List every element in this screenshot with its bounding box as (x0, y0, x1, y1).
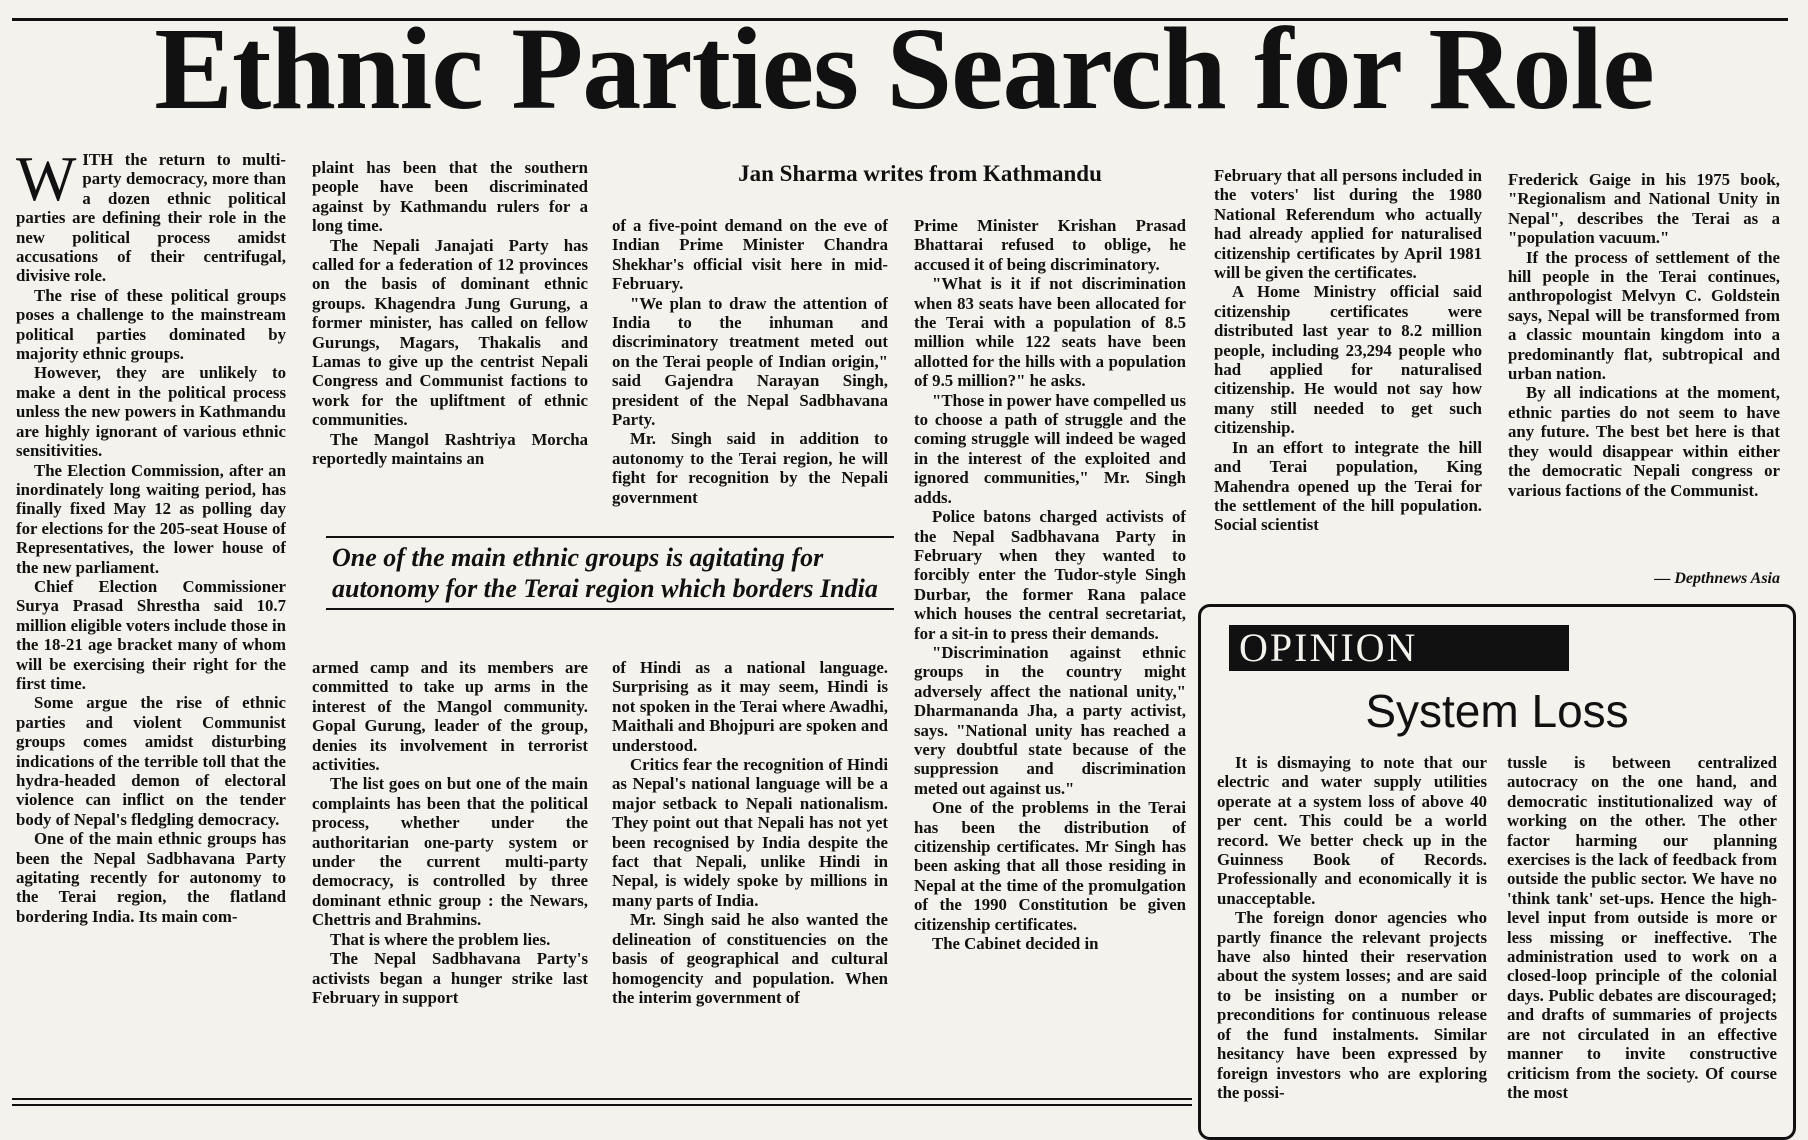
paragraph: The Mangol Rashtriya Morcha reportedly maintains an (312, 429, 588, 469)
article-column-5 (1214, 166, 1482, 592)
paragraph: The Nepal Sadbhavana Party's activists began a hunger strike last February in support (312, 949, 588, 1007)
paragraph: One of the problems in the Terai has been the distribution of citizenship certificates. Mr Singh has been asking that all those residing in Nepal at the time of the promulgation of the 1990 Constitution be given citizenship certificates. (914, 798, 1186, 934)
article-column-6 (1508, 170, 1780, 570)
headline: Ethnic Parties Search for Role (154, 3, 1654, 134)
paragraph: armed camp and its members are committed to take up arms in the interest of the Mangol community. Gopal Gurung, leader of the group, denies its involvement in terrorist activities. (312, 658, 588, 775)
opinion-column-1 (1217, 753, 1487, 1123)
drop-cap: W (16, 150, 77, 214)
opinion-box (1198, 604, 1796, 1140)
article-column-2-bottom (312, 658, 588, 1098)
paragraph: Frederick Gaige in his 1975 book, "Regionalism and National Unity in Nepal", describes the Terai as a "population vacuum." (1508, 170, 1780, 248)
article-column-2-top (312, 158, 588, 508)
opinion-label: OPINION (1229, 625, 1569, 671)
paragraph: of a five-point demand on the eve of Indian Prime Minister Chandra Shekhar's official visit here in mid-February. (612, 216, 888, 294)
byline: Jan Sharma writes from Kathmandu (738, 161, 1102, 186)
paragraph: "Those in power have compelled us to choose a path of struggle and the coming struggle will indeed be waged in the interest of the exploited and ignored communities," Mr. Singh adds. (914, 390, 1186, 507)
bottom-rule (12, 1098, 1192, 1100)
paragraph: Some argue the rise of ethnic parties and violent Communist groups comes amidst disturbing indications of the terrible toll that the hydra-headed demon of electoral violence can inflict on the tender body of Nepal's fledgling democracy. (16, 693, 286, 829)
article-credit: — Depthnews Asia (1654, 570, 1780, 587)
paragraph: Police batons charged activists of the Nepal Sadbhavana Party in February when they wanted to forcibly enter the Tudor-style Singh Durbar, the former Rana palace which houses the central secretariat, for a sit-in to press their demands. (914, 507, 1186, 643)
paragraph: A Home Ministry official said citizenship certificates were distributed last year to 8.2 million people, including 23,294 people who had applied for naturalised citizenship. He would not say how many still needed to get such citizenship. (1214, 282, 1482, 438)
article-column-3-top (612, 216, 888, 510)
paragraph: If the process of settlement of the hill people in the Terai continues, anthropologist Melvyn C. Goldstein says, Nepal will be transformed from a classic mountain kingdom into a predominantly flat, subtropical and urban nation. (1508, 247, 1780, 384)
paragraph: The foreign donor agencies who partly finance the relevant projects have also hinted their reservation about the system losses; and are said to be insisting on a number or preconditions for continuous release of the fund instalments. Similar hesitancy have been expressed by foreign investors who are exploring the possi- (1217, 908, 1487, 1102)
paragraph: In an effort to integrate the hill and Terai population, King Mahendra opened up the Terai for the settlement of the hill population. Social scientist (1214, 437, 1482, 535)
paragraph: The rise of these political groups poses a challenge to the mainstream political parties dominated by majority ethnic groups. (16, 285, 286, 364)
paragraph: of Hindi as a national language. Surprising as it may seem, Hindi is not spoken in the Terai where Awadhi, Maithali and Bhojpuri are spoken and understood. (612, 658, 888, 755)
column-1-paragraphs (16, 150, 286, 926)
pull-quote: One of the main ethnic groups is agitating for autonomy for the Terai region which borders India (326, 536, 894, 610)
paragraph: Chief Election Commissioner Surya Prasad Shrestha said 10.7 million eligible voters include those in the 18-21 age bracket many of whom will be exercising their right for the first time. (16, 576, 286, 693)
paragraph: That is where the problem lies. (330, 929, 551, 949)
paragraph: One of the main ethnic groups has been the Nepal Sadbhavana Party agitating recently for autonomy to the Terai region, the flatland bordering India. Its main com- (16, 829, 286, 926)
article-column-1 (16, 150, 286, 1096)
paragraph: tussle is between centralized autocracy on the one hand, and democratic institutionalized way of working on the other. The other factor harming our planning exercises is the lack of feedback from outside the public sector. We have no 'think tank' set-ups. Hence the high-level input from outside is more or less missing or ineffective. The administration used to work on a closed-loop principle of the colonial days. Public debates are discouraged; and drafts of summaries of projects are not circulated in an effective manner to invite constructive criticism from the society. Of course the most (1507, 753, 1777, 1102)
paragraph: The Cabinet decided in (932, 934, 1099, 954)
paragraph: Mr. Singh said he also wanted the delineation of constituencies on the basis of geographical and cultural homogencity and population. When the interim government of (612, 910, 888, 1007)
paragraph: plaint has been that the southern people have been discriminated against by Kathmandu rulers for a long time. (312, 158, 588, 236)
paragraph: Mr. Singh said in addition to autonomy to the Terai region, he will fight for recognition by the Nepali government (612, 429, 888, 507)
article-column-4 (914, 216, 1186, 1098)
paragraph: The Election Commission, after an inordinately long waiting period, has finally fixed May 12 as polling day for elections for the 205-seat House of Representatives, the lower house of the new parliament. (16, 460, 286, 577)
paragraph: Prime Minister Krishan Prasad Bhattarai refused to oblige, he accused it of being discriminatory. (914, 216, 1186, 274)
paragraph: "We plan to draw the attention of India to the inhuman and discriminatory treatment meted out on the Terai people of Indian origin," said Gajendra Narayan Singh, president of the Nepal Sadbhavana Party. (612, 293, 888, 430)
paragraph: February that all persons included in the voters' list during the 1980 National Referendum who actually had already applied for naturalised citizenship certificates by April 1981 will be given the certificates. (1214, 166, 1482, 283)
paragraph: The Nepali Janajati Party has called for a federation of 12 provinces on the basis of dominant ethnic groups. Khagendra Jung Gurung, a former minister, has called on fellow Gurungs, Magars, Thakalis and Lamas to give up the centrist Nepali Congress and Communist factions to work for the upliftment of ethnic communities. (312, 235, 588, 430)
paragraph: The list goes on but one of the main complaints has been that the political process, whether under the authoritarian one-party system or under the current multi-party democracy, is controlled by three dominant ethnic group : the Newars, Chettris and Brahmins. (312, 774, 588, 930)
paragraph: Critics fear the recognition of Hindi as Nepal's national language will be a major setback to Nepali nationalism. They point out that Nepali has not yet been recognised by India despite the fact that Nepali, unlike Hindi in Nepal, is widely spoke by millions in many parts of India. (612, 755, 888, 910)
article-column-3-bottom (612, 658, 888, 1098)
paragraph: ITH the return to multi-party democracy, more than a dozen ethnic political parties are defining their role in the new political process amidst accusations of their centrifugal, divisive role. (16, 150, 286, 286)
paragraph: It is dismaying to note that our electric and water supply utilities operate at a system loss of above 40 per cent. This could be a world record. We better check up in the Guinness Book of Records. Professionally and economically it is unacceptable. (1217, 753, 1487, 908)
paragraph: "What is it if not discrimination when 83 seats have been allocated for the Terai with a population of 8.5 million while 122 seats have been allotted for the hills with a population of 9.5 million?" he asks. (914, 274, 1186, 391)
bottom-rule-secondary (12, 1104, 1192, 1106)
paragraph: By all indications at the moment, ethnic parties do not seem to have any future. The best bet here is that they would disappear within either the democratic Nepali congress or various factions of the Communist. (1508, 383, 1780, 500)
paragraph: "Discrimination against ethnic groups in the country might adversely affect the national unity," Dharmananda Jha, a party activist, says. "National unity has reached a very doubtful state because of the suppression and discrimination meted out against us." (914, 642, 1186, 798)
opinion-title: System Loss (1365, 685, 1629, 737)
opinion-column-2 (1507, 753, 1777, 1123)
paragraph: However, they are unlikely to make a dent in the political process unless the new powers in Kathmandu are highly ignorant of various ethnic sensitivities. (16, 363, 286, 461)
